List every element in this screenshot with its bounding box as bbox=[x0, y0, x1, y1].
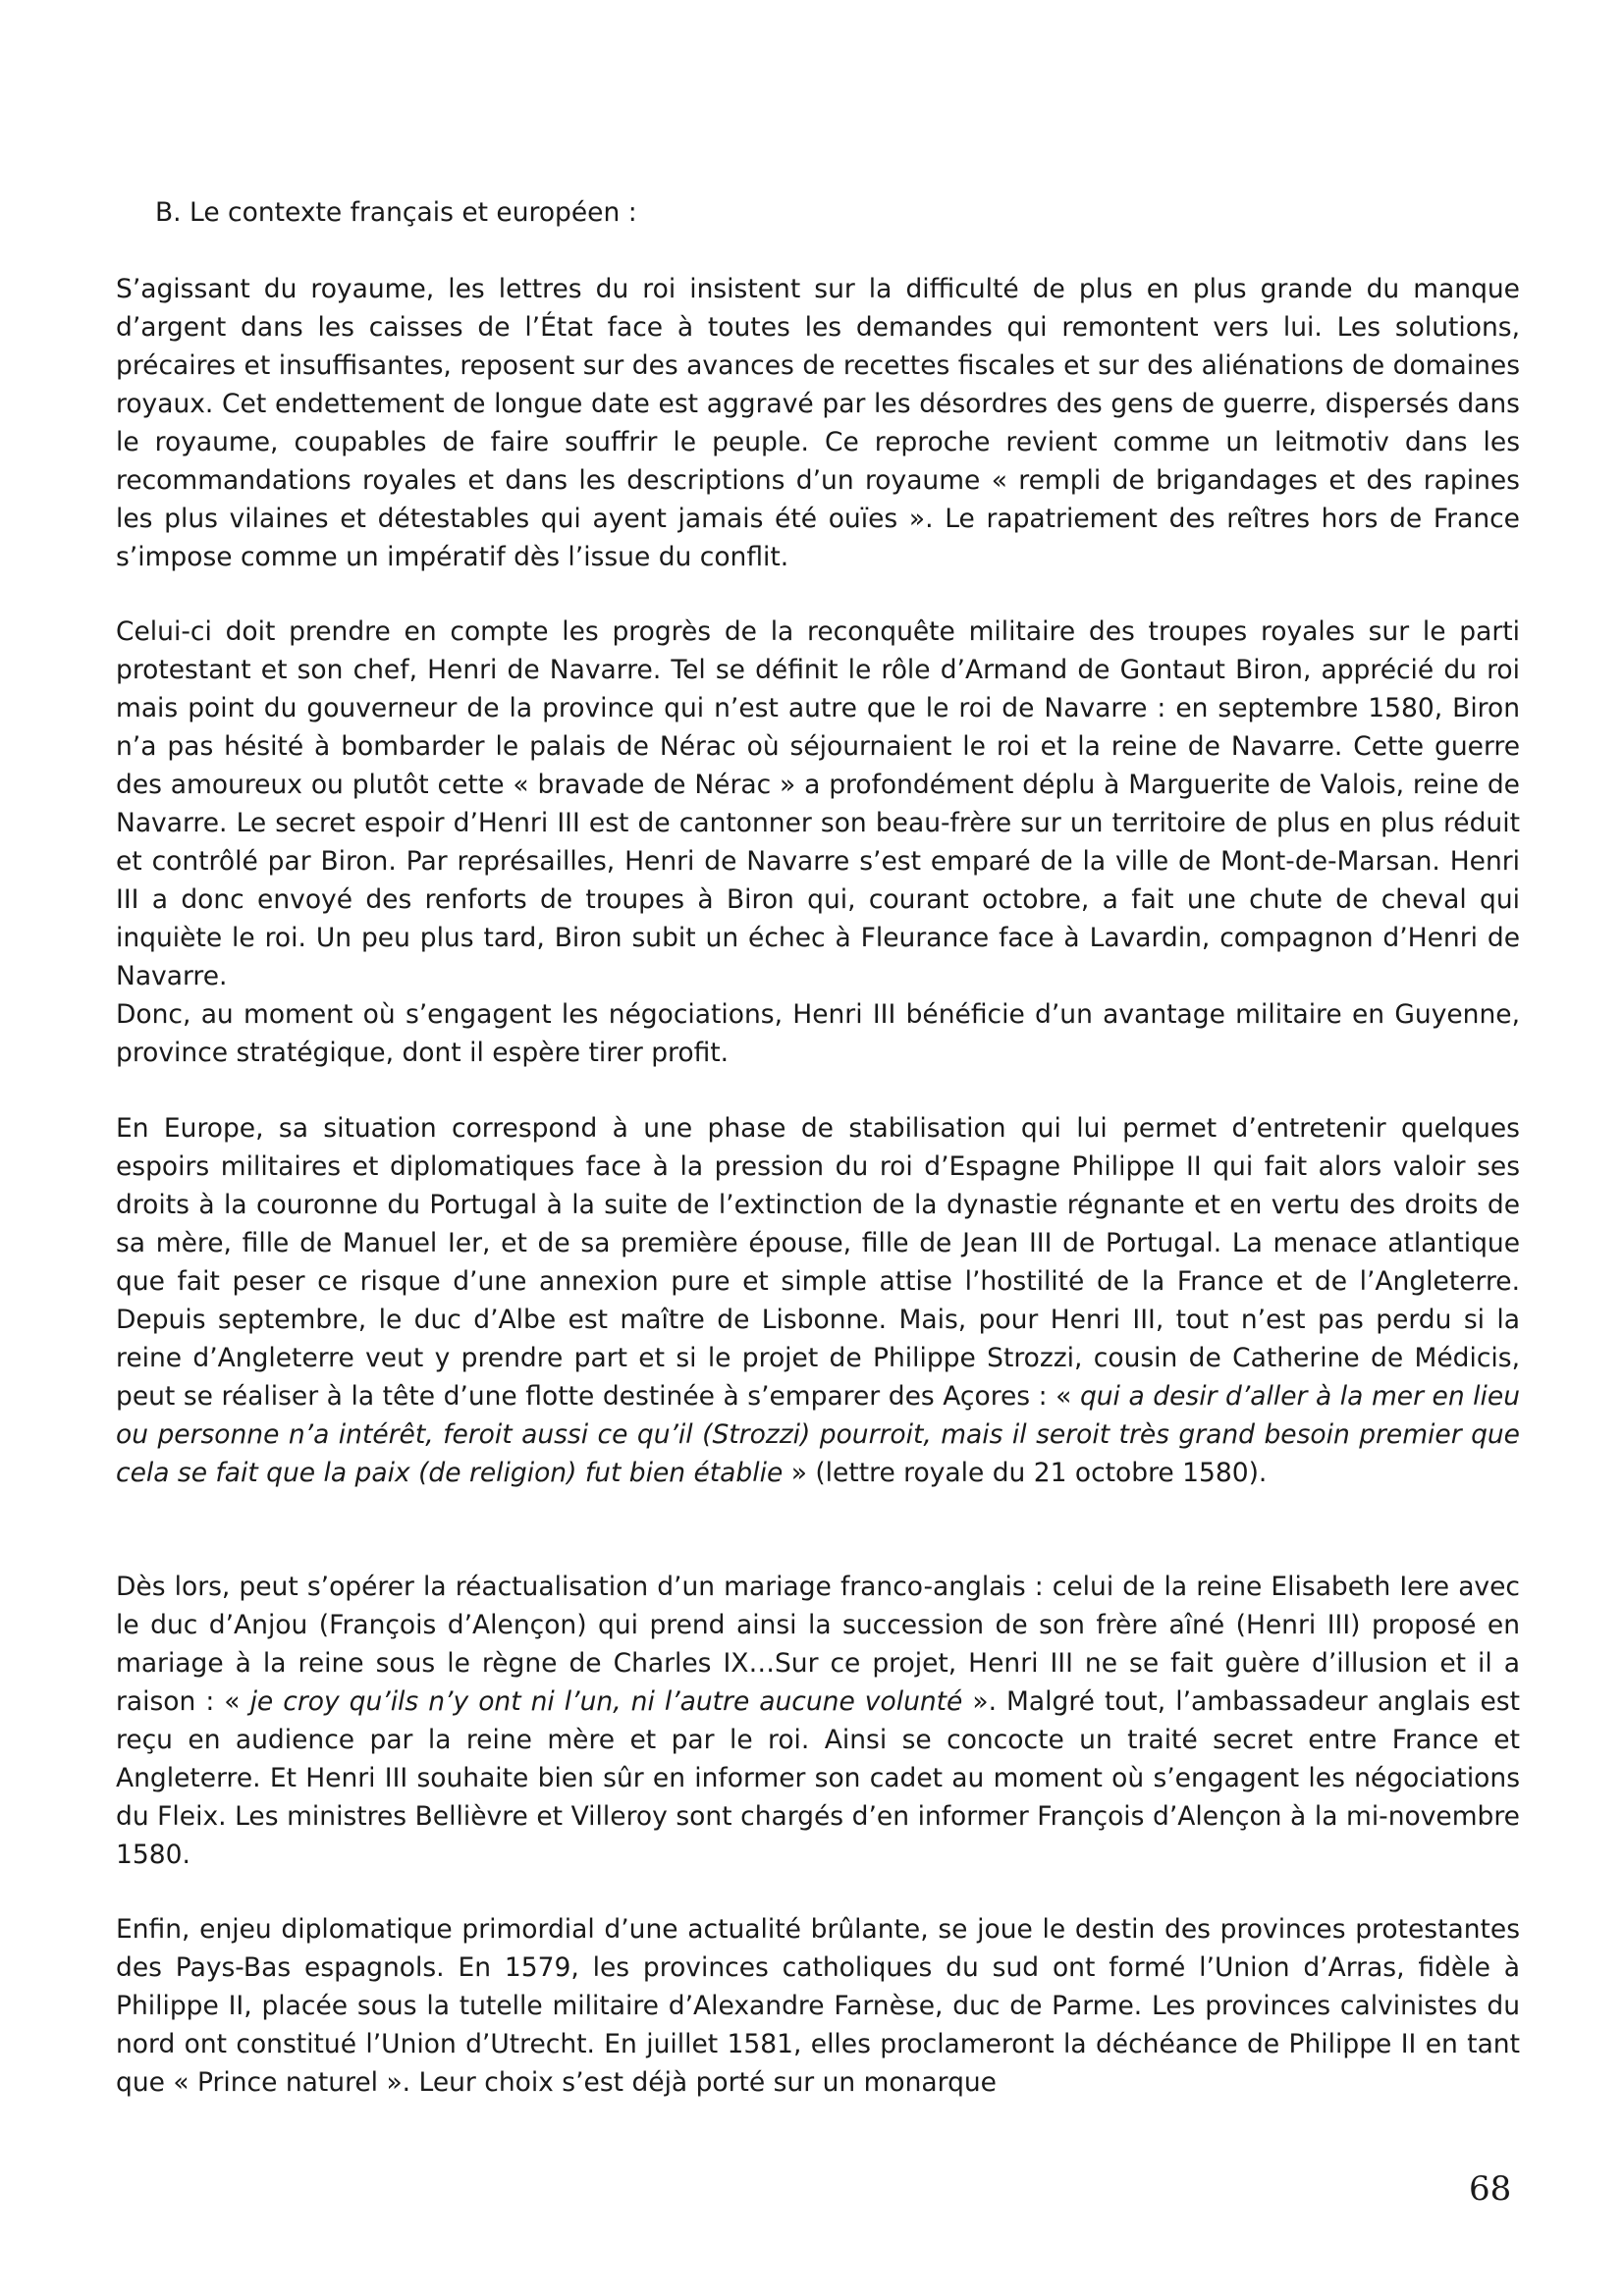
paragraph-mariage-text: Dès lors, peut s’opérer la réactualisation d’un mariage franco-anglais : celui de la reine Elisabeth Iere avec le duc d’Anjou (François d’Alençon) qui prend ainsi la succession de son frère aîné (Henri III) proposé en mariage à la reine sous le règne de Charles IX…Sur ce projet, Henri III ne se fait guère d’illusion et il a raison : « bbox=[116, 1572, 1520, 1717]
paragraph-royaume: S’agissant du royaume, les lettres du roi insistent sur la difficulté de plus en plus grande du manque d’argent dans les caisses de l’État face à toutes les demandes qui remontent vers lui. Les solutions, précaires et insuffisantes, reposent sur des avances de recettes fiscales et sur des aliénations de domaines royaux. Cet endettement de longue date est aggravé par les désordres des gens de guerre, dispersés dans le royaume, coupables de faire souffrir le peuple. Ce reproche revient comme un leitmotiv dans les recommandations royales et dans les descriptions d’un royaume « rempli de brigandages et des rapines les plus vilaines et détestables qui ayent jamais été ouïes ». Le rapatriement des reîtres hors de France s’impose comme un impératif dès l’issue du conflit. bbox=[116, 274, 1520, 572]
paragraph-reconquete bbox=[116, 613, 1520, 1072]
paragraph-reconquete-main: Celui-ci doit prendre en compte les progrès de la reconquête militaire des troupes royales sur le parti protestant et son chef, Henri de Navarre. Tel se définit le rôle d’Armand de Gontaut Biron, apprécié du roi mais point du gouverneur de la province qui n’est autre que le roi de Navarre : en septembre 1580, Biron n’a pas hésité à bombarder le palais de Nérac où séjournaient le roi et la reine de Navarre. Cette guerre des amoureux ou plutôt cette « bravade de Nérac » a profondément déplu à Marguerite de Valois, reine de Navarre. Le secret espoir d’Henri III est de cantonner son beau-frère sur un territoire de plus en plus réduit et contrôlé par Biron. Par représailles, Henri de Navarre s’est emparé de la ville de Mont-de-Marsan. Henri III a donc envoyé des renforts de troupes à Biron qui, courant octobre, a fait une chute de cheval qui inquiète le roi. Un peu plus tard, Biron subit un échec à Fleurance face à Lavardin, compagnon d’Henri de Navarre. bbox=[116, 616, 1520, 991]
henri-quote: je croy qu’ils n’y ont ni l’un, ni l’autre aucune volunté bbox=[249, 1686, 963, 1717]
paragraph-mariage bbox=[116, 1568, 1520, 1874]
section-heading: B. Le contexte français et européen : bbox=[155, 197, 637, 228]
paragraph-reconquete-conclusion: Donc, au moment où s’engagent les négociations, Henri III bénéficie d’un avantage militaire en Guyenne, province stratégique, dont il espère tirer profit. bbox=[116, 999, 1520, 1068]
paragraph-europe bbox=[116, 1109, 1520, 1492]
page-number: 68 bbox=[1469, 2169, 1512, 2209]
paragraph-europe-citation: » (lettre royale du 21 octobre 1580). bbox=[783, 1458, 1268, 1488]
paragraph-pays-bas: Enfin, enjeu diplomatique primordial d’une actualité brûlante, se joue le destin des provinces protestantes des Pays-Bas espagnols. En 1579, les provinces catholiques du sud ont formé l’Union d’Arras, fidèle à Philippe II, placée sous la tutelle militaire d’Alexandre Farnèse, duc de Parme. Les provinces calvinistes du nord ont constitué l’Union d’Utrecht. En juillet 1581, elles proclameront la déchéance de Philippe II en tant que « Prince naturel ». Leur choix s’est déjà porté sur un monarque bbox=[116, 1914, 1520, 2098]
strozzi-quote: qui a desir d’aller à la mer en lieu ou personne n’a intérêt, feroit aussi ce qu’il (Strozzi) pourroit, mais il seroit très grand besoin premier que cela se fait que la paix (de religion) fut bien établie bbox=[116, 1381, 1520, 1488]
paragraph-europe-text: En Europe, sa situation correspond à une phase de stabilisation qui lui permet d’entretenir quelques espoirs militaires et diplomatiques face à la pression du roi d’Espagne Philippe II qui fait alors valoir ses droits à la couronne du Portugal à la suite de l’extinction de la dynastie régnante et en vertu des droits de sa mère, fille de Manuel Ier, et de sa première épouse, fille de Jean III de Portugal. La menace atlantique que fait peser ce risque d’une annexion pure et simple attise l’hostilité de la France et de l’Angleterre. Depuis septembre, le duc d’Albe est maître de Lisbonne. Mais, pour Henri III, tout n’est pas perdu si la reine d’Angleterre veut y prendre part et si le projet de Philippe Strozzi, cousin de Catherine de Médicis, peut se réaliser à la tête d’une flotte destinée à s’emparer des Açores : « bbox=[116, 1113, 1520, 1412]
paragraph-mariage-end: ». Malgré tout, l’ambassadeur anglais est reçu en audience par la reine mère et par le roi. Ainsi se concocte un traité secret entre France et Angleterre. Et Henri III souhaite bien sûr en informer son cadet au moment où s’engagent les négociations du Fleix. Les ministres Bellièvre et Villeroy sont chargés d’en informer François d’Alençon à la mi-novembre 1580. bbox=[116, 1686, 1520, 1870]
